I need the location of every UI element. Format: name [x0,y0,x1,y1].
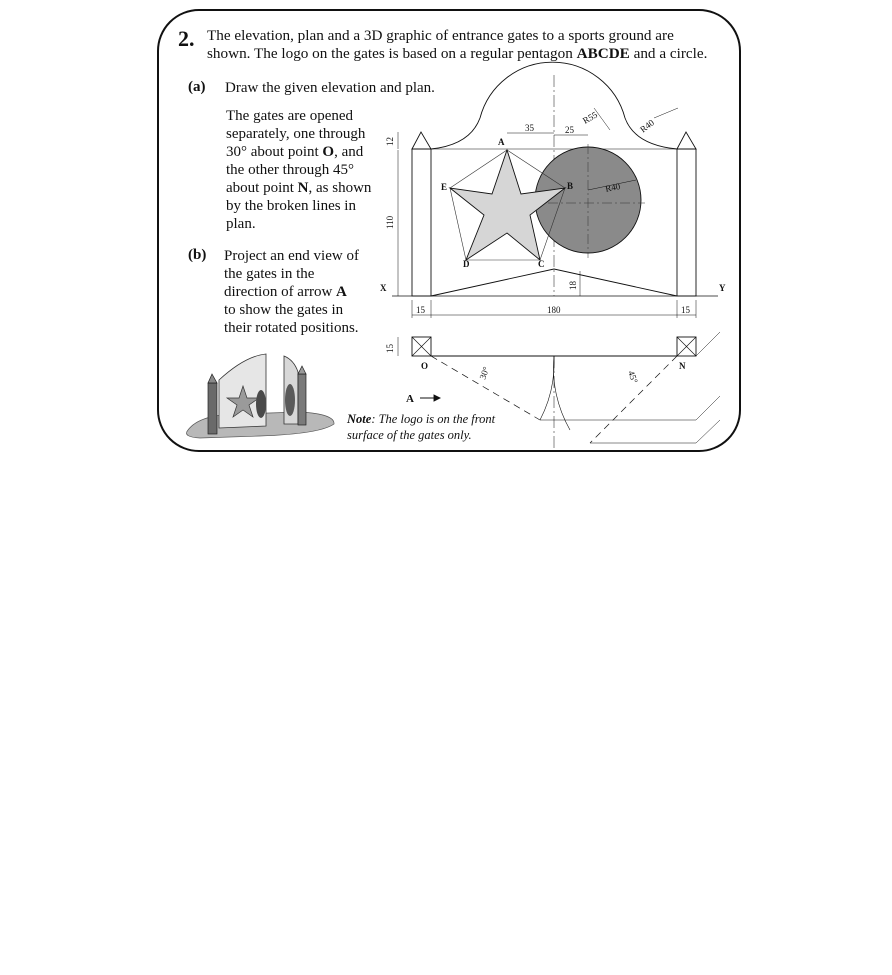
point-e-label: E [441,182,448,192]
part-a-text: plan. [226,216,256,232]
part-b-text: their rotated positions. [224,320,359,336]
dim-15-right: 15 [681,305,690,315]
note-line1: : The logo is on the front [371,412,496,426]
dim-18: 18 [568,281,578,290]
dim-12: 12 [385,137,395,146]
part-a-text: the other through 45° [226,162,355,178]
dim-25: 25 [565,125,574,135]
angle-45: 45° [626,369,640,385]
arrow-a-label: A [406,393,414,405]
dim-r40-circle: R40 [604,181,622,194]
plan-view [398,332,720,450]
point-o-label: O [421,361,429,371]
part-a-label: (a) [188,79,206,95]
part-a-text: 30° about point [226,144,323,160]
part-a-text: , and [334,144,364,160]
point-c-label: C [538,259,545,269]
note-bold: Note [347,412,372,426]
part-a-text: about point [226,180,298,196]
note-line2: surface of the gates only. [347,428,472,442]
question-number: 2. [178,26,195,51]
dim-r40-top: R40 [638,117,657,135]
part-b-text: Project an end view of [224,248,359,264]
point-d-label: D [463,259,470,269]
dim-35: 35 [525,123,534,133]
intro-line2-pre: shown. The logo on the gates is based on a regular pentagon [207,45,577,62]
point-b-label: B [567,181,574,191]
dim-110: 110 [385,215,395,229]
part-a-line1: Draw the given elevation and plan. [225,80,435,96]
point-o-bold: O [322,144,335,160]
part-a-text: separately, one through [226,126,366,142]
part-a-text: by the broken lines in [226,198,356,214]
point-n-bold: N [297,180,309,196]
part-b-text: the gates in the [224,266,315,282]
intro-line2-bold: ABCDE [576,45,630,62]
dim-15-left: 15 [416,305,425,315]
angle-30: 30° [477,365,492,381]
dim-r55: R55 [581,109,600,126]
point-n-label: N [679,361,686,371]
dim-15-plan: 15 [385,344,395,353]
part-b-text: to show the gates in [224,302,344,318]
part-a-text: The gates are opened [226,108,354,124]
part-b-text: direction of arrow [224,284,337,300]
dim-180: 180 [547,305,561,315]
part-b-label: (b) [188,247,207,263]
x-label: X [380,283,387,293]
intro-line2-post: and a circle. [629,45,708,62]
point-a-label: A [498,137,505,147]
gates-3d-graphic [187,354,335,438]
part-a-text: , as shown [308,180,372,196]
y-label: Y [719,283,726,293]
intro-line1: The elevation, plan and a 3D graphic of entrance gates to a sports ground are [207,27,674,44]
arrow-a-bold: A [336,284,347,300]
